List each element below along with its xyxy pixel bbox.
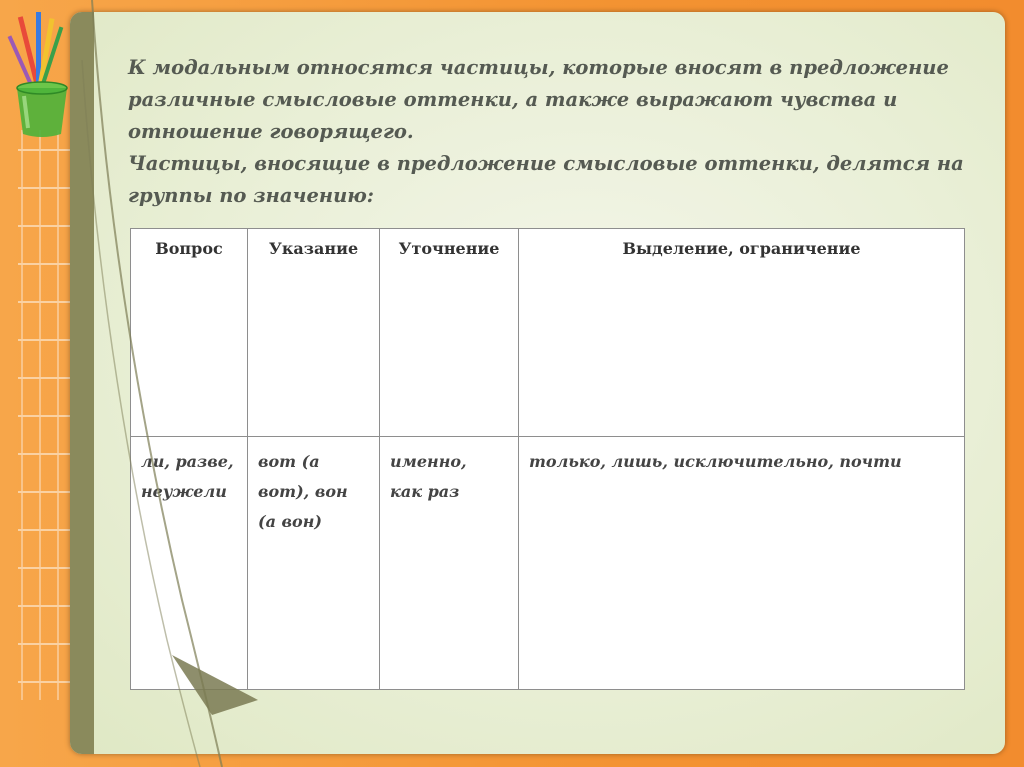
slide-sidebar-stripe <box>70 12 94 754</box>
heading-line: различные смысловые оттенки, а также выражают чувства и <box>128 88 898 111</box>
ruler-grid-decoration <box>18 130 74 700</box>
cell-line: как раз <box>390 482 460 501</box>
cell-line: вот (а <box>258 452 320 471</box>
table-row <box>131 437 965 690</box>
cell-line: только, лишь, исключительно, почти <box>529 452 902 471</box>
cell-clarification-particles <box>380 437 519 690</box>
header-clarification: Уточнение <box>380 229 519 437</box>
heading-line: группы по значению: <box>128 184 374 207</box>
slide-heading <box>128 52 988 212</box>
header-pointing: Указание <box>248 229 380 437</box>
heading-line: К модальным относятся частицы, которые вносят в предложение <box>128 56 949 79</box>
cell-question-particles <box>131 437 248 690</box>
particles-table <box>130 228 965 690</box>
header-question: Вопрос <box>131 229 248 437</box>
cell-pointing-particles <box>248 437 380 690</box>
pencil-cup-icon <box>6 10 72 140</box>
table-header-row <box>131 229 965 437</box>
cell-emphasis-particles <box>519 437 965 690</box>
header-emphasis-restriction: Выделение, ограничение <box>519 229 965 437</box>
slide-content <box>70 12 1005 754</box>
cell-line: именно, <box>390 452 467 471</box>
heading-line: Частицы, вносящие в предложение смысловые оттенки, делятся на <box>128 152 964 175</box>
cell-line: вот), вон <box>258 482 348 501</box>
cell-line: ли, разве, <box>141 452 234 471</box>
cell-line: неужели <box>141 482 227 501</box>
heading-line: отношение говорящего. <box>128 120 414 143</box>
cell-line: (а вон) <box>258 512 322 531</box>
